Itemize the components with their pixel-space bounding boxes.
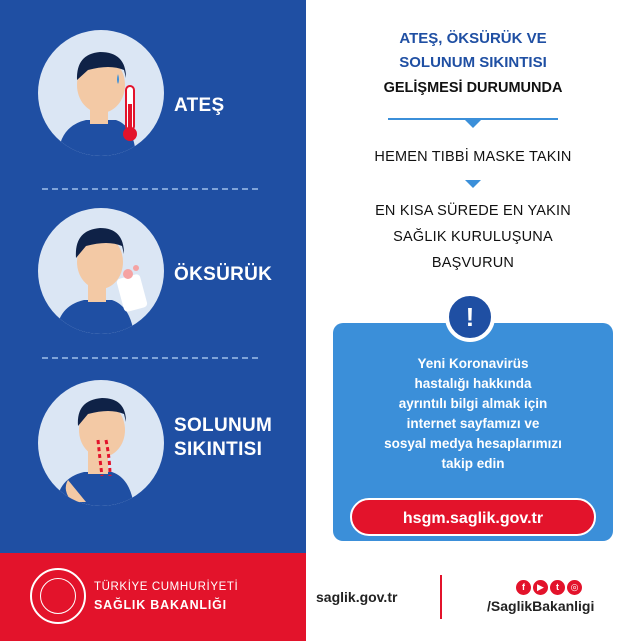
social-handle[interactable]: /SaglikBakanligi (487, 598, 595, 614)
website-link[interactable]: saglik.gov.tr (316, 589, 398, 605)
breathing-illustration (38, 380, 164, 506)
fever-illustration (38, 30, 164, 156)
symptom-cough (0, 198, 306, 348)
cough-illustration (38, 208, 164, 334)
headline-line-1: ATEŞ, ÖKSÜRÜK VE (399, 30, 547, 47)
step-visit-line-2: SAĞLIK KURULUŞUNA (393, 229, 553, 245)
step-visit-line-1: EN KISA SÜREDE EN YAKIN (375, 203, 571, 219)
social-icons (516, 580, 584, 596)
facebook-icon[interactable]: f (516, 580, 531, 595)
arrow-down-icon (465, 180, 481, 188)
ministry-name-line-1: TÜRKİYE CUMHURİYETİ (94, 581, 239, 593)
youtube-icon[interactable]: ▶ (533, 580, 548, 595)
symptom-breathing (0, 370, 306, 520)
symptoms-panel (0, 0, 306, 553)
divider (42, 188, 258, 190)
footer (0, 553, 640, 641)
exclamation-icon: ! (445, 292, 495, 342)
ministry-seal-icon (30, 568, 86, 624)
symptom-breathing-label: SOLUNUM SIKINTISI (174, 415, 273, 460)
symptom-cough-label: ÖKSÜRÜK (174, 264, 273, 285)
headline-line-2: SOLUNUM SIKINTISI (399, 54, 547, 71)
step-mask: HEMEN TIBBİ MASKE TAKIN (374, 149, 572, 165)
divider (42, 357, 258, 359)
headline-line-3: GELİŞMESİ DURUMUNDA (383, 80, 563, 96)
step-visit-line-3: BAŞVURUN (431, 255, 515, 271)
symptom-fever-label: ATEŞ (174, 95, 225, 116)
info-link-button[interactable]: hsgm.saglik.gov.tr (350, 498, 596, 536)
arrow-down-icon (465, 120, 481, 128)
info-text: Yeni Koronavirüs hastalığı hakkında ayrıntılı bilgi almak için internet sayfamızı ve sosyal medya hesaplarımızı takip edin (384, 356, 562, 471)
ministry-name-line-2: SAĞLIK BAKANLIĞI (94, 598, 227, 612)
twitter-icon[interactable]: t (550, 580, 565, 595)
ministry-banner (0, 553, 306, 641)
symptom-fever (0, 20, 306, 170)
footer-divider (440, 575, 442, 619)
instagram-icon[interactable]: ◎ (567, 580, 582, 595)
